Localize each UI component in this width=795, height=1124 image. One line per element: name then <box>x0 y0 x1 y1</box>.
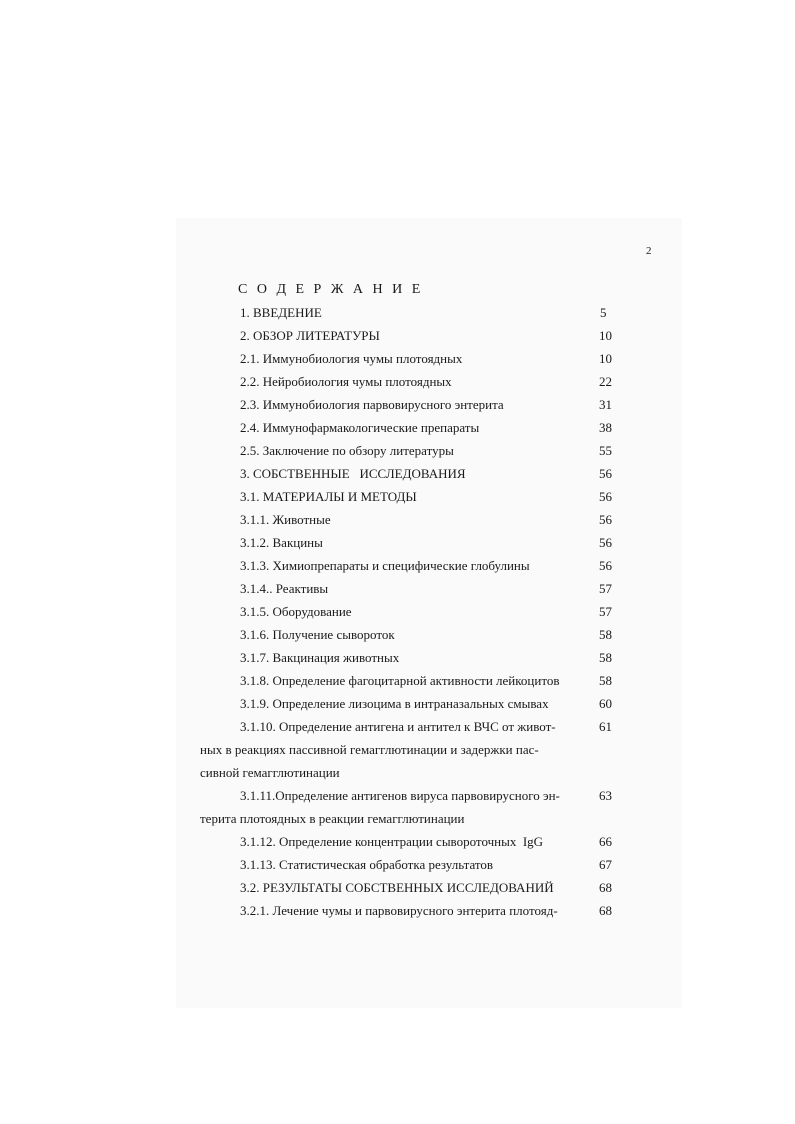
toc-entry-text: 2.2. Нейробиология чумы плотоядных <box>240 374 452 389</box>
toc-entry <box>0 717 795 737</box>
toc-entry-text: 3.1.10. Определение антигена и антител к ВЧС от живот- <box>240 719 556 734</box>
toc-entry <box>0 418 795 438</box>
toc-entry-page: 56 <box>599 535 612 550</box>
toc-entry <box>0 625 795 645</box>
toc-entry-page: 31 <box>599 397 612 412</box>
toc-entry-continuation <box>0 740 795 760</box>
toc-entry <box>0 832 795 852</box>
toc-entry-text: 3.1.1. Животные <box>240 512 331 527</box>
toc-entry-text: сивной гемагглютинации <box>200 765 340 780</box>
toc-entry <box>0 556 795 576</box>
toc-entry-text: 3.2.1. Лечение чумы и парвовирусного энтерита плотояд- <box>240 903 558 918</box>
toc-entry-page: 10 <box>599 351 612 366</box>
toc-entry-page: 56 <box>599 558 612 573</box>
toc-entry-text: терита плотоядных в реакции гемагглютинации <box>200 811 465 826</box>
toc-entry-page: 22 <box>599 374 612 389</box>
toc-entry-page: 63 <box>599 788 612 803</box>
toc-entry-text: 2.4. Иммунофармакологические препараты <box>240 420 480 435</box>
toc-entry-page: 68 <box>599 880 612 895</box>
toc-entry-continuation <box>0 763 795 783</box>
toc-entry-text: 3. СОБСТВЕННЫЕ ИССЛЕДОВАНИЯ <box>240 466 466 481</box>
toc-entry-text: 3.1.9. Определение лизоцима в интраназальных смывах <box>240 696 549 711</box>
toc-entry-text: 3.1.12. Определение концентрации сывороточных IgG <box>240 834 544 849</box>
toc-entry <box>0 855 795 875</box>
toc-entry-page: 58 <box>599 673 612 688</box>
toc-entry-text: 2.1. Иммунобиология чумы плотоядных <box>240 351 463 366</box>
toc-entry-page: 56 <box>599 466 612 481</box>
toc-entry <box>0 602 795 622</box>
toc-entry <box>0 671 795 691</box>
toc-entry-continuation <box>0 809 795 829</box>
toc-entry <box>0 326 795 346</box>
toc-entry <box>0 487 795 507</box>
toc-entry <box>0 579 795 599</box>
toc-entry-page: 38 <box>599 420 612 435</box>
toc-entry-text: 3.1.7. Вакцинация животных <box>240 650 400 665</box>
toc-title: С О Д Е Р Ж А Н И Е <box>238 282 424 297</box>
toc-entry-text: 3.2. РЕЗУЛЬТАТЫ СОБСТВЕННЫХ ИССЛЕДОВАНИЙ <box>240 880 554 895</box>
toc-entry <box>0 464 795 484</box>
toc-entry-page: 55 <box>599 443 612 458</box>
toc-entry <box>0 786 795 806</box>
toc-entry-text: 1. ВВЕДЕНИЕ <box>240 305 322 320</box>
toc-entry <box>0 533 795 553</box>
toc-entry-page: 56 <box>599 489 612 504</box>
toc-entry <box>0 694 795 714</box>
toc-entry <box>0 901 795 921</box>
toc-entry-text: 3.1.6. Получение сывороток <box>240 627 395 642</box>
toc-entry-page: 68 <box>599 903 612 918</box>
page-number: 2 <box>646 245 652 257</box>
toc-entry-text: 3.1.8. Определение фагоцитарной активности лейкоцитов <box>240 673 560 688</box>
toc-entry-page: 60 <box>599 696 612 711</box>
toc-entry-page: 58 <box>599 650 612 665</box>
toc-entry-text: 3.1.13. Статистическая обработка результатов <box>240 857 494 872</box>
toc-entry <box>0 395 795 415</box>
toc-entry-text: 2.3. Иммунобиология парвовирусного энтерита <box>240 397 504 412</box>
toc-entry-page: 66 <box>599 834 612 849</box>
toc-entry-page: 57 <box>599 581 612 596</box>
toc-entry-page: 56 <box>599 512 612 527</box>
toc-entry <box>0 349 795 369</box>
toc-entry-page: 61 <box>599 719 612 734</box>
toc-entry-text: 2.5. Заключение по обзору литературы <box>240 443 454 458</box>
toc-entry-page: 5 <box>600 305 607 320</box>
toc-entry-page: 67 <box>599 857 612 872</box>
toc-entry <box>0 878 795 898</box>
toc-entry-text: 2. ОБЗОР ЛИТЕРАТУРЫ <box>240 328 380 343</box>
toc-entry-text: 3.1. МАТЕРИАЛЫ И МЕТОДЫ <box>240 489 417 504</box>
toc-entry-page: 10 <box>599 328 612 343</box>
toc-entry-page: 58 <box>599 627 612 642</box>
toc-entry-text: 3.1.5. Оборудование <box>240 604 352 619</box>
toc-entry-text: ных в реакциях пассивной гемагглютинации и задержки пас- <box>200 742 539 757</box>
toc-entry-text: 3.1.4.. Реактивы <box>240 581 329 596</box>
toc-entry-text: 3.1.3. Химиопрепараты и специфические глобулины <box>240 558 530 573</box>
toc-entry-text: 3.1.11.Определение антигенов вируса парвовирусного эн- <box>240 788 560 803</box>
toc-entry <box>0 441 795 461</box>
toc-entry-text: 3.1.2. Вакцины <box>240 535 323 550</box>
toc-entry <box>0 510 795 530</box>
toc-entry <box>0 648 795 668</box>
toc-entry <box>0 372 795 392</box>
toc-entry <box>0 303 795 323</box>
toc-entry-page: 57 <box>599 604 612 619</box>
